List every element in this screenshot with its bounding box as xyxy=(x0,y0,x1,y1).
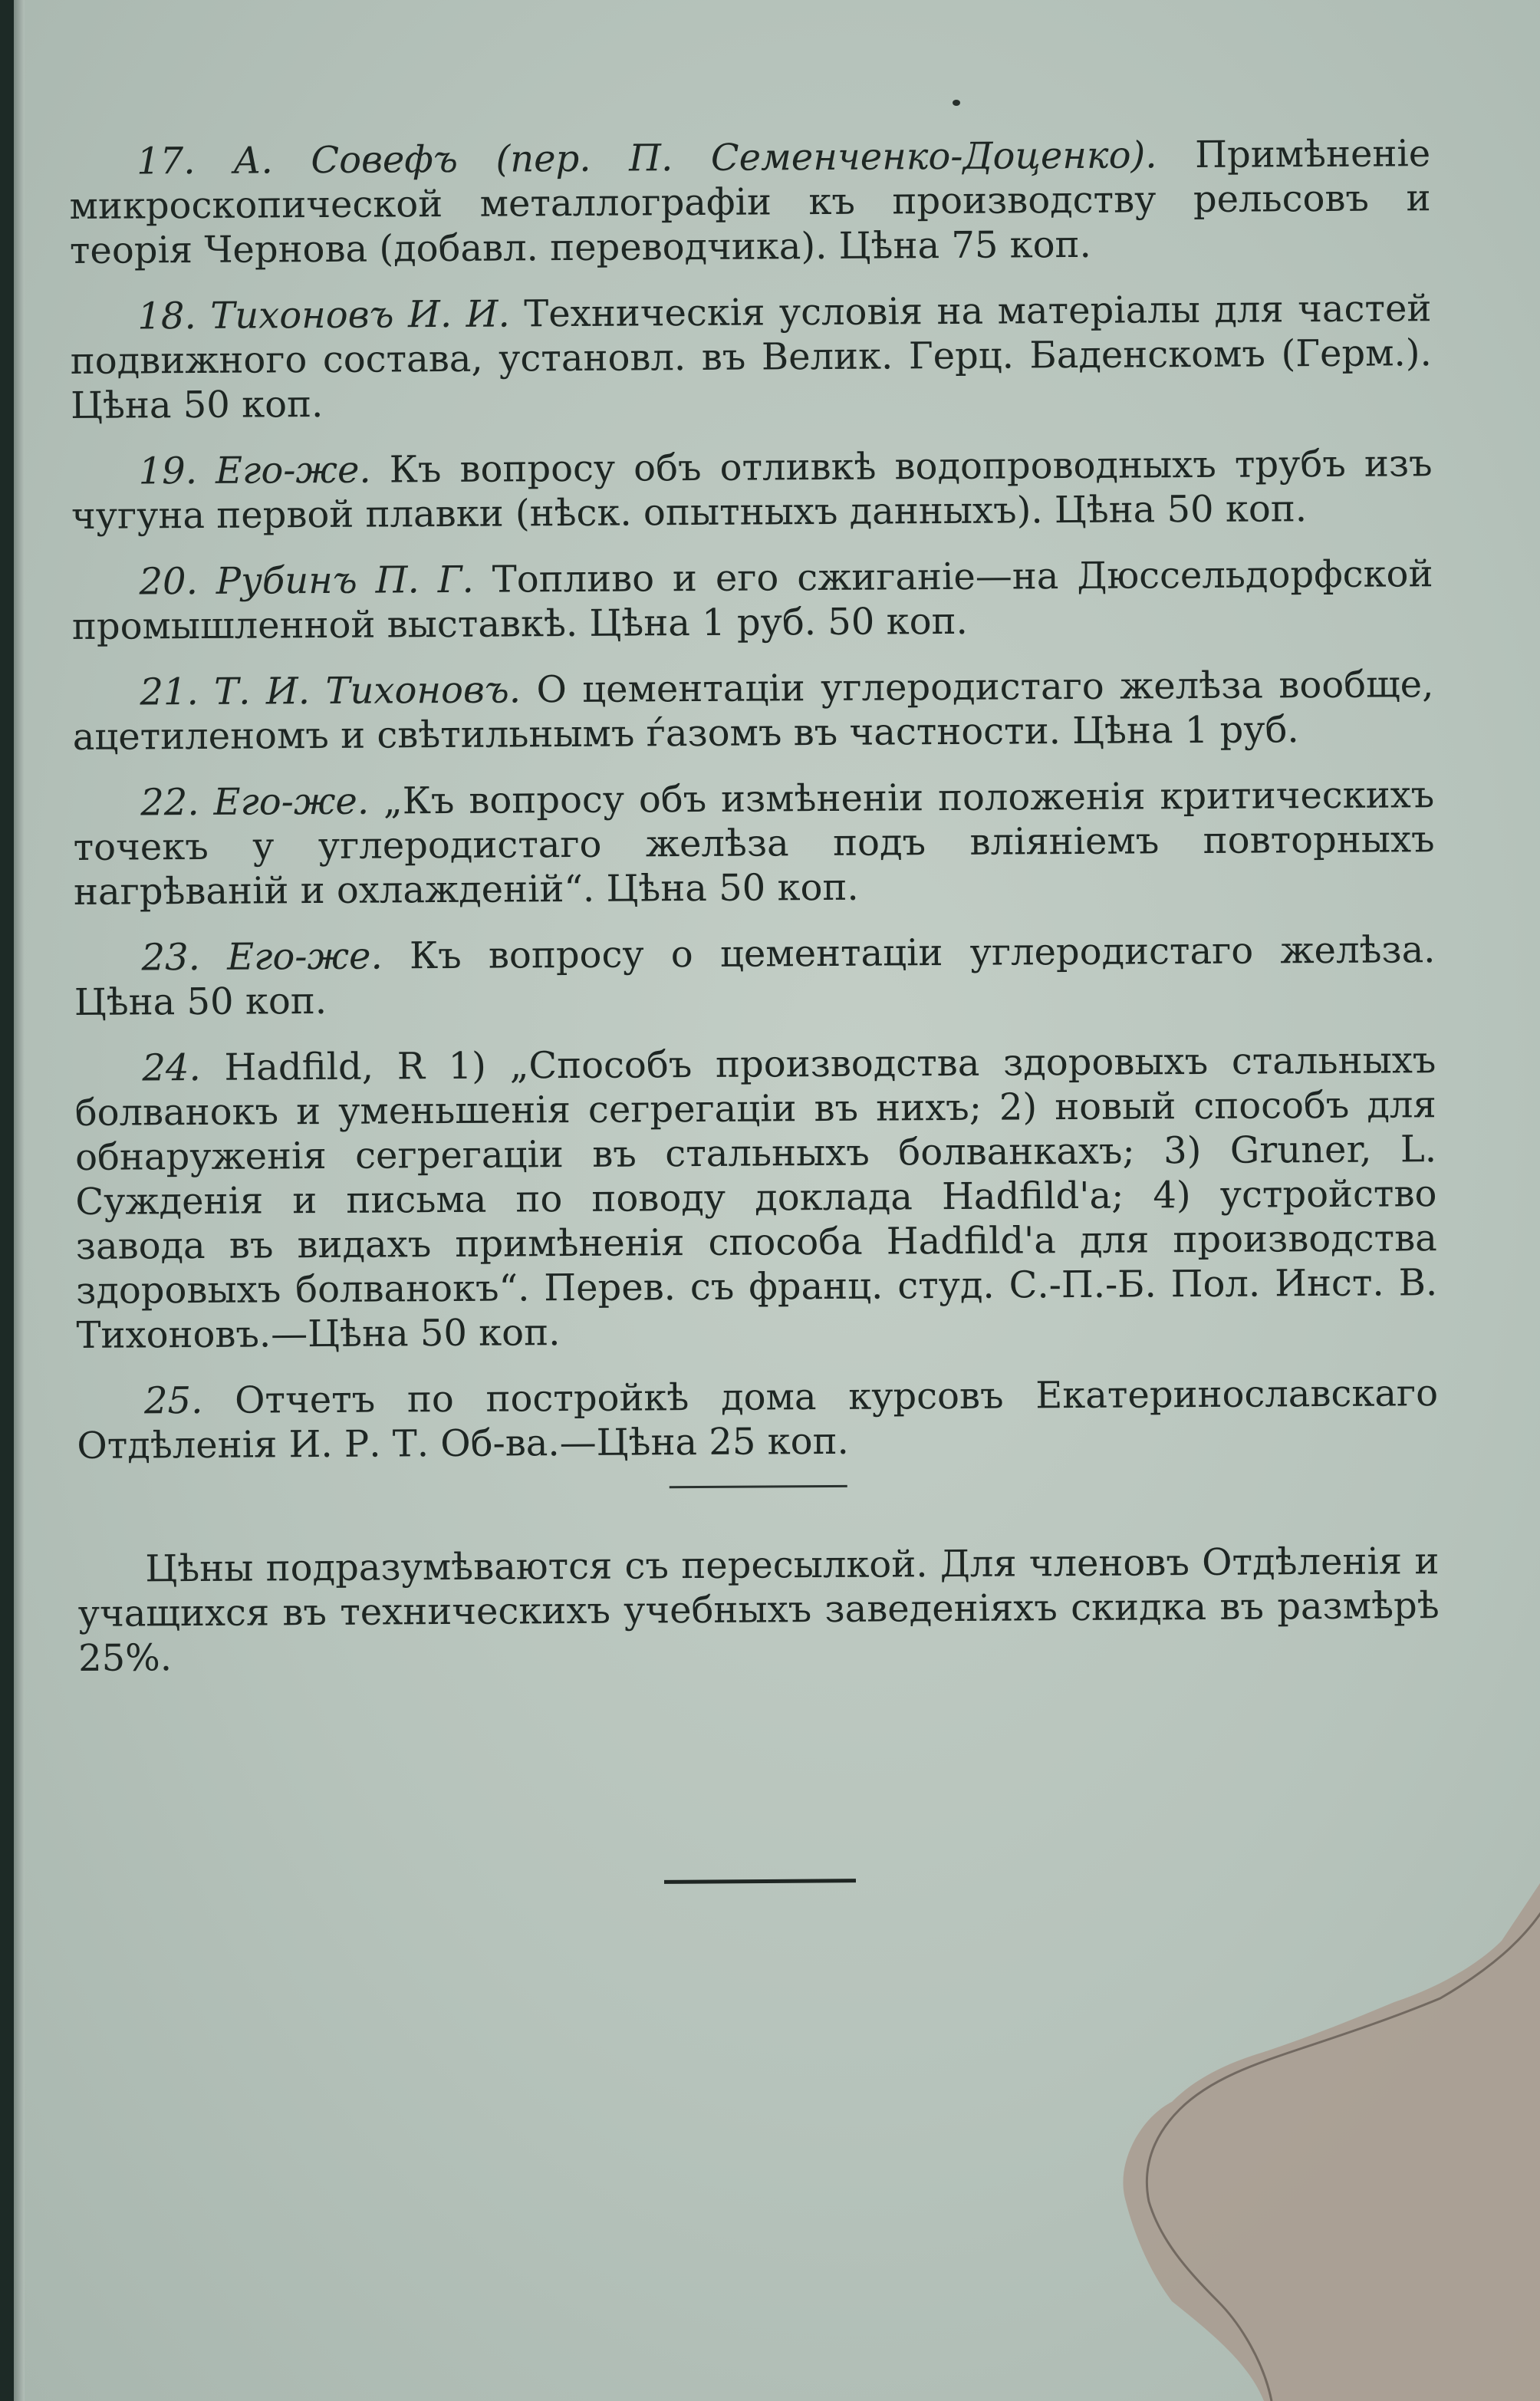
entry-text: Примѣненіе микроскопической металлографіи къ производству рельсовъ и теорія Чернова (добавл. переводчика). Цѣна 75 коп. xyxy=(69,132,1431,272)
entry-number: 25. xyxy=(143,1378,203,1423)
entry-number: 19. xyxy=(138,449,198,493)
entry-number: 23. xyxy=(141,935,201,980)
list-item xyxy=(74,927,1436,1025)
section-divider xyxy=(669,1485,847,1488)
entry-text: Къ вопросу о цементаціи углеродистаго желѣза. Цѣна 50 коп. xyxy=(74,928,1436,1024)
catalog-list xyxy=(69,131,1440,1681)
paper-stain xyxy=(1118,1872,1540,2401)
list-item xyxy=(69,131,1431,273)
document-page xyxy=(14,0,1540,2401)
list-item xyxy=(71,552,1433,649)
list-item xyxy=(72,662,1434,759)
entry-author: Его-же. xyxy=(226,934,383,979)
entry-number: 22. xyxy=(140,780,199,825)
price-note: Цѣны подразумѣваются съ пересылкой. Для членовъ Отдѣленія и учащихся въ техническихъ учебныхъ заведеніяхъ скидка въ размѣрѣ 25%. xyxy=(77,1540,1440,1680)
entry-text: Отчетъ по постройкѣ дома курсовъ Екатеринославскаго Отдѣленія И. Р. Т. Об-ва.—Цѣна 25 коп. xyxy=(77,1372,1439,1467)
entry-number: 24. xyxy=(142,1046,201,1090)
entry-text: Топливо и его сжиганіе—на Дюссельдорфской промышленной выставкѣ. Цѣна 1 руб. 50 коп. xyxy=(71,552,1433,648)
entry-author: Т. И. Тихоновъ. xyxy=(214,668,522,713)
entry-author: Его-же. xyxy=(213,779,370,824)
list-item xyxy=(70,286,1432,428)
list-item xyxy=(74,1038,1437,1358)
closing-divider xyxy=(664,1879,856,1884)
entry-text: Hadfild, R 1) „Способъ производства здоровыхъ стальныхъ болванокъ и уменьшенія сегрегаціи въ нихъ; 2) новый способъ для обнаруженія сегрегаціи въ стальныхъ болванкахъ; 3) Gruner, L. Сужденія и письма по поводу доклада Hadfild'а; 4) устройство завода въ видахъ примѣненія способа Hadfild'а для производства здоровыхъ болванокъ“. Перев. съ франц. студ. С.-П.-Б. Пол. Инст. В. Тихоновъ.—Цѣна 50 коп. xyxy=(74,1039,1438,1357)
entry-text: О цементаціи углеродистаго желѣза вообще, ацетиленомъ и свѣтильнымъ ѓазомъ въ частности. Цѣна 1 руб. xyxy=(72,663,1434,759)
entry-author: Его-же. xyxy=(215,448,371,492)
entry-text: Техническія условія на матеріалы для частей подвижного состава, установл. въ Велик. Герц. Баденскомъ (Герм.). Цѣна 50 коп. xyxy=(70,287,1432,427)
entry-number: 17. xyxy=(137,139,196,183)
page-edge xyxy=(14,0,25,2401)
entry-author: Тихоновъ И. И. xyxy=(210,292,510,338)
entry-author: Рубинъ П. Г. xyxy=(216,558,474,603)
ink-speck xyxy=(953,100,960,106)
entry-author: А. Совефъ (пер. П. Семенченко-Доценко). xyxy=(232,133,1157,183)
entry-number: 18. xyxy=(137,294,196,338)
entry-number: 20. xyxy=(139,559,199,604)
list-item xyxy=(73,772,1435,914)
entry-text: Къ вопросу объ отливкѣ водопроводныхъ трубъ изъ чугуна первой плавки (нѣск. опытныхъ данныхъ). Цѣна 50 коп. xyxy=(71,442,1433,538)
list-item xyxy=(71,441,1433,538)
entry-number: 21. xyxy=(140,670,199,714)
list-item xyxy=(77,1371,1439,1468)
entry-text: „Къ вопросу объ измѣненіи положенія критическихъ точекъ у углеродистаго желѣза подъ вліяніемъ повторныхъ нагрѣваній и охлажденій“. Цѣна 50 коп. xyxy=(73,773,1435,914)
